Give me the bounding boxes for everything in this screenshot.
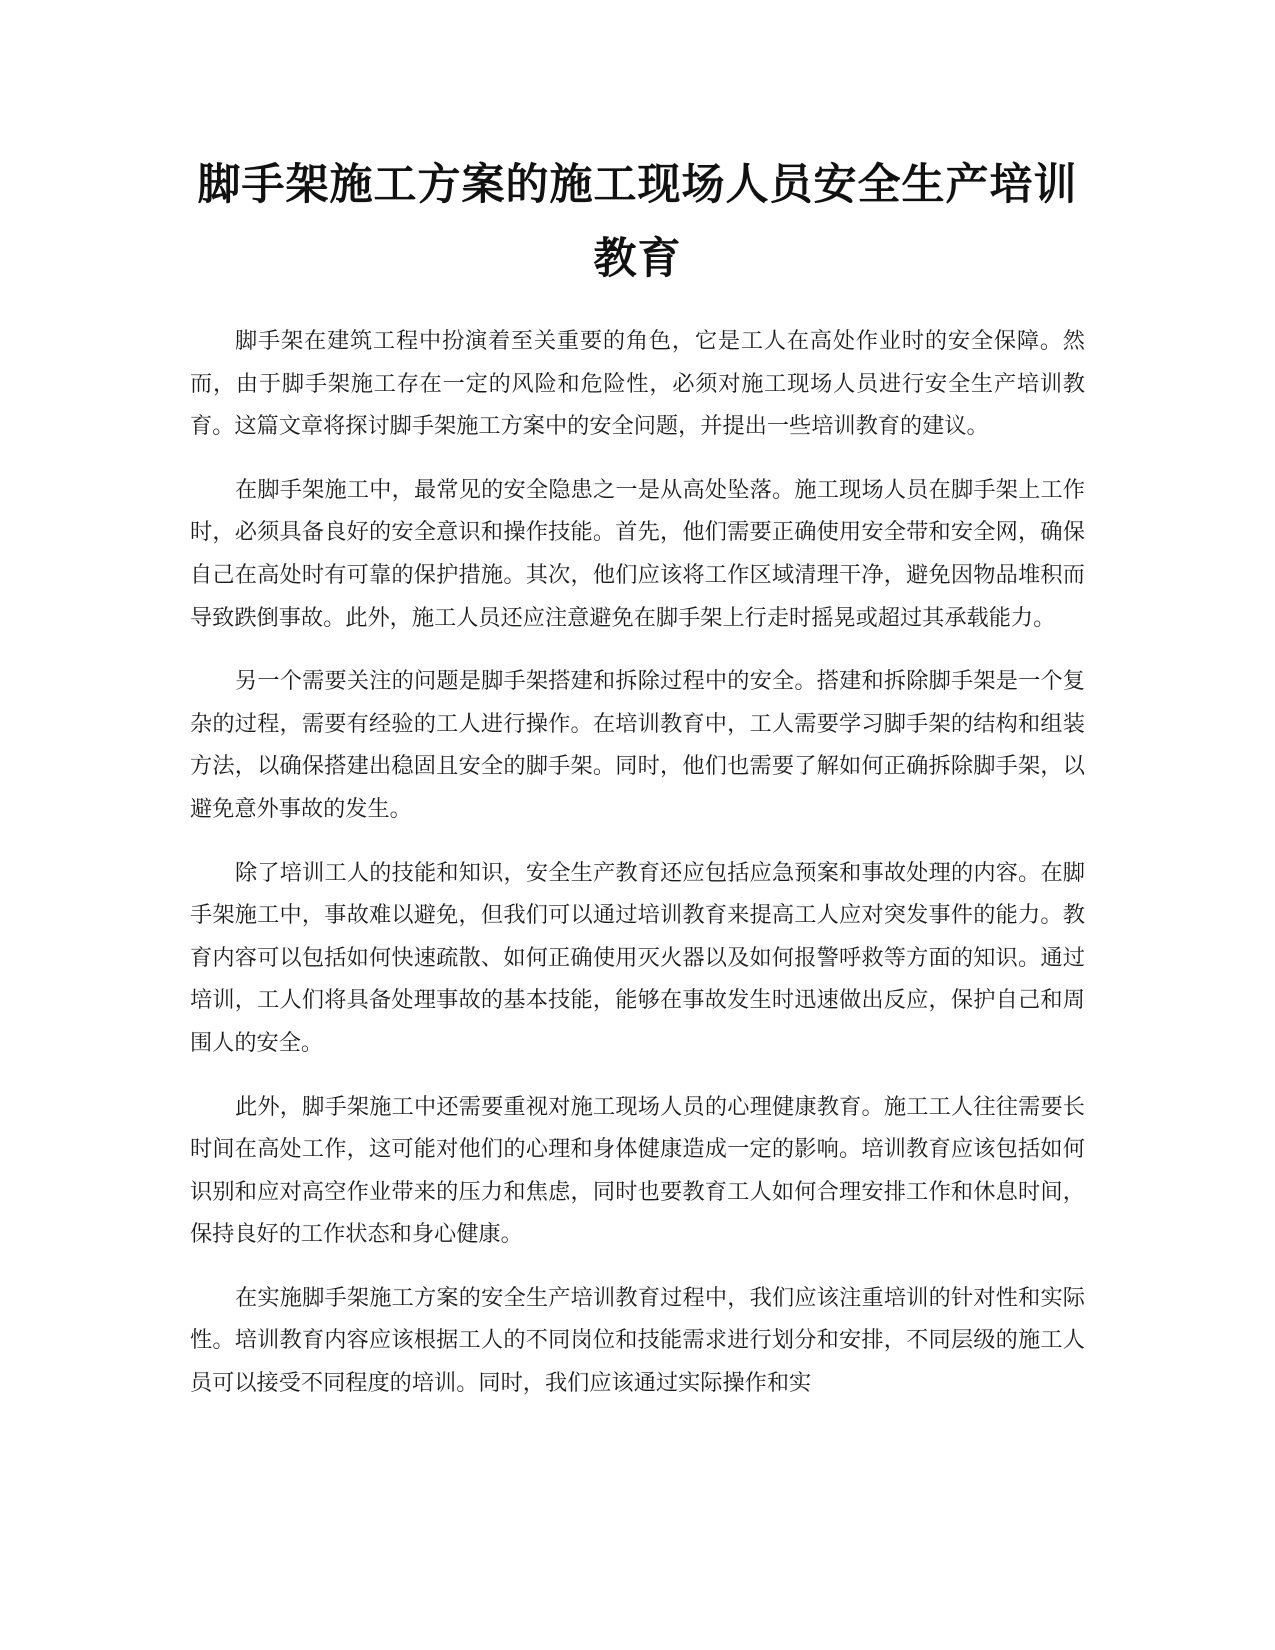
paragraph: 脚手架在建筑工程中扮演着至关重要的角色，它是工人在高处作业时的安全保障。然而，由于脚手架施工存在一定的风险和危险性，必须对施工现场人员进行安全生产培训教育。这篇文章将探讨脚手架施工方案中的安全问题，并提出一些培训教育的建议。 [190,328,1085,440]
document-body [190,320,1085,1426]
paragraph: 此外，脚手架施工中还需要重视对施工现场人员的心理健康教育。施工工人往往需要长时间在高处工作，这可能对他们的心理和身体健康造成一定的影响。培训教育应该包括如何识别和应对高空作业带来的压力和焦虑，同时也要教育工人如何合理安排工作和休息时间，保持良好的工作状态和身心健康。 [190,1093,1085,1248]
paragraph: 在脚手架施工中，最常见的安全隐患之一是从高处坠落。施工现场人员在脚手架上工作时，必须具备良好的安全意识和操作技能。首先，他们需要正确使用安全带和安全网，确保自己在高处时有可靠的保护措施。其次，他们应该将工作区域清理干净，避免因物品堆积而导致跌倒事故。此外，施工人员还应注意避免在脚手架上行走时摇晃或超过其承载能力。 [190,476,1085,631]
paragraph: 另一个需要关注的问题是脚手架搭建和拆除过程中的安全。搭建和拆除脚手架是一个复杂的过程，需要有经验的工人进行操作。在培训教育中，工人需要学习脚手架的结构和组装方法，以确保搭建出稳固且安全的脚手架。同时，他们也需要了解如何正确拆除脚手架，以避免意外事故的发生。 [190,668,1085,822]
document-title: 脚手架施工方案的施工现场人员安全生产培训教育 [197,160,1078,284]
paragraph: 除了培训工人的技能和知识，安全生产教育还应包括应急预案和事故处理的内容。在脚手架施工中，事故难以避免，但我们可以通过培训教育来提高工人应对突发事件的能力。教育内容可以包括如何快速疏散、如何正确使用灭火器以及如何报警呼救等方面的知识。通过培训，工人们将具备处理事故的基本技能，能够在事故发生时迅速做出反应，保护自己和周围人的安全。 [190,859,1085,1056]
paragraph: 在实施脚手架施工方案的安全生产培训教育过程中，我们应该注重培训的针对性和实际性。培训教育内容应该根据工人的不同岗位和技能需求进行划分和安排，不同层级的施工人员可以接受不同程度的培训。同时，我们应该通过实际操作和实 [190,1284,1085,1397]
